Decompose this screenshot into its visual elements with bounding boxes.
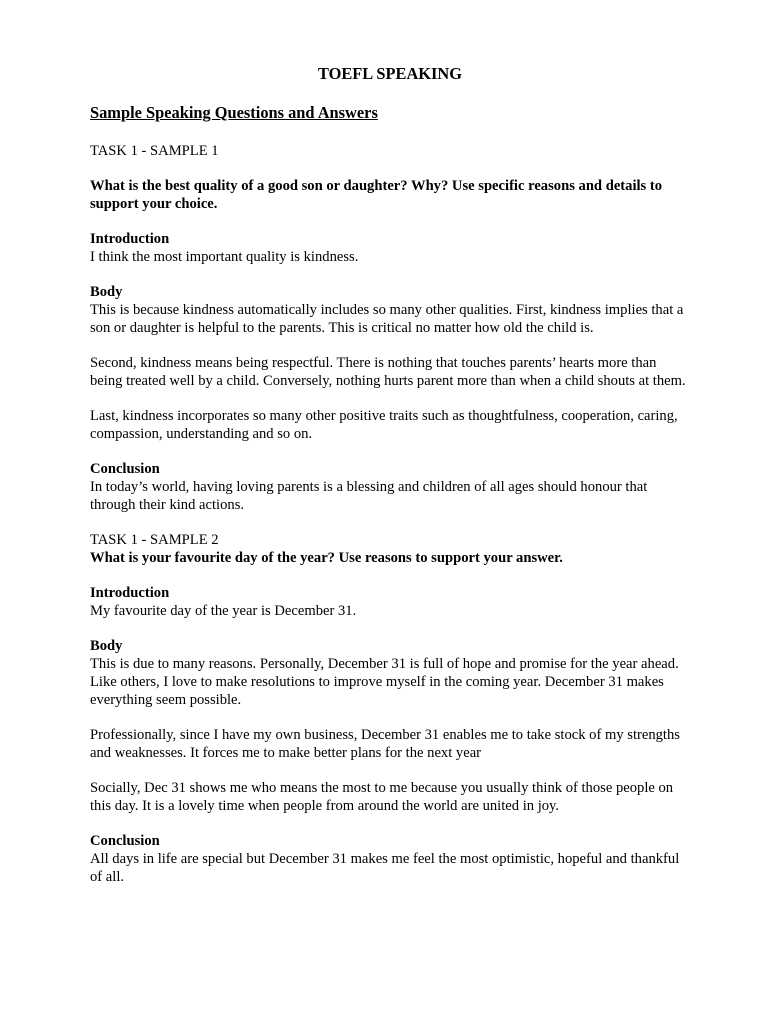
task1-conclusion-text: In today’s world, having loving parents is a blessing and children of all ages should honour that through their kind actions. [90, 479, 648, 513]
task1-body-paragraph-1: This is because kindness automatically includes so many other qualities. First, kindness implies that a son or daughter is helpful to the parents. This is critical no matter how old the child is. [90, 302, 684, 336]
task1-body-label: Body [90, 284, 123, 300]
task1-body-paragraph-2: Second, kindness means being respectful. There is nothing that touches parents’ hearts more than being treated well by a child. Conversely, nothing hurts parent more than when a child shouts at them. [90, 355, 686, 389]
task1-conclusion-label: Conclusion [90, 461, 160, 477]
task2-intro-label: Introduction [90, 585, 170, 601]
task2-question: What is your favourite day of the year? Use reasons to support your answer. [90, 550, 563, 566]
task2-heading: TASK 1 - SAMPLE 2 [90, 532, 219, 548]
task2-intro-text: My favourite day of the year is December 31. [90, 603, 357, 619]
document-title: TOEFL SPEAKING [317, 64, 463, 83]
task2-conclusion-label: Conclusion [90, 833, 160, 849]
task1-intro-text: I think the most important quality is kindness. [90, 249, 359, 265]
task2-body-label: Body [90, 638, 123, 654]
task2-body-paragraph-3: Socially, Dec 31 shows me who means the most to me because you usually think of those people on this day. It is a lovely time when people from around the world are united in joy. [90, 780, 674, 814]
task2-body-paragraph-2: Professionally, since I have my own business, December 31 enables me to take stock of my strengths and weaknesses. It forces me to make better plans for the next year [90, 727, 680, 761]
task2-conclusion-text: All days in life are special but December 31 makes me feel the most optimistic, hopeful and thankful of all. [90, 851, 680, 885]
task1-intro-label: Introduction [90, 231, 170, 247]
document-subtitle: Sample Speaking Questions and Answers [90, 103, 378, 122]
document-page [90, 62, 690, 886]
task2-body-paragraph-1: This is due to many reasons. Personally, December 31 is full of hope and promise for the year ahead. Like others, I love to make resolutions to improve myself in the coming year. December 31 makes everything seem possible. [90, 656, 679, 708]
task1-question: What is the best quality of a good son or daughter? Why? Use specific reasons and details to support your choice. [90, 178, 663, 212]
task1-body-paragraph-3: Last, kindness incorporates so many other positive traits such as thoughtfulness, cooperation, caring, compassion, understanding and so on. [90, 408, 678, 442]
task1-heading: TASK 1 - SAMPLE 1 [90, 143, 219, 159]
